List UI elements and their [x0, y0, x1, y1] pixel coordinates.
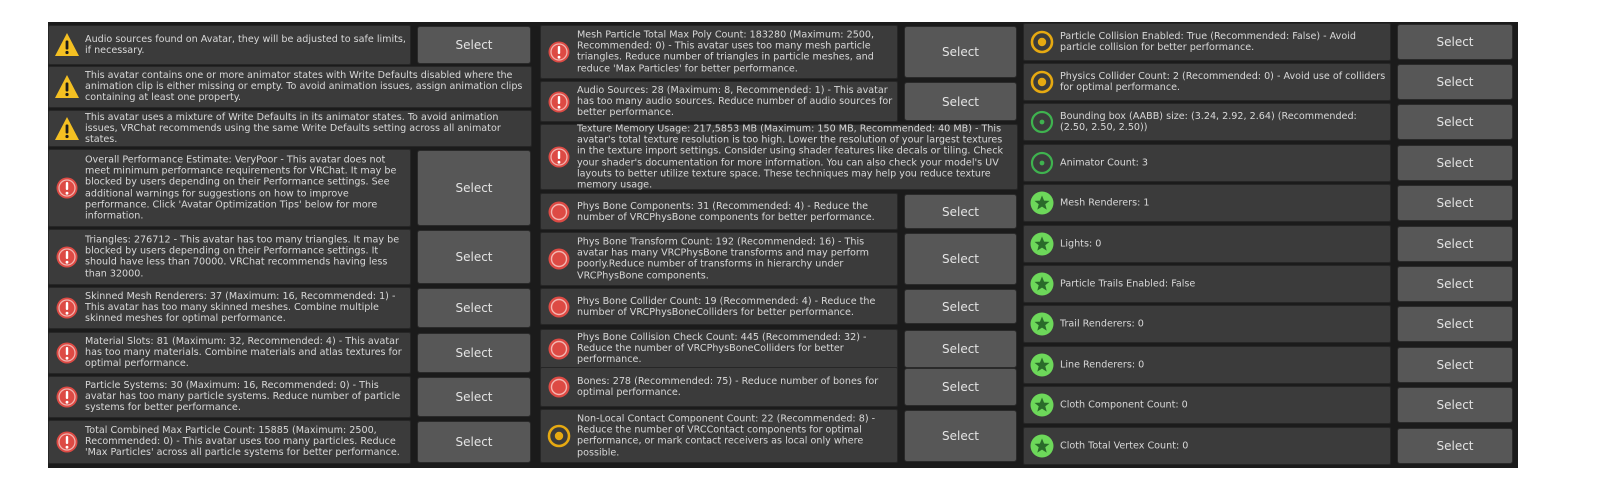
validation-message-text: Triangles: 276712 - This avatar has too many triangles. It may be blocked by users depending on their Performance settings. It should have less than 70000. VRChat recommends having less than 32000.	[85, 234, 400, 280]
validation-message-text: This avatar contains one or more animator states with Write Defaults disabled where the animation clip is either missing or empty. To avoid animation issues, assign animation clips containing at least one property.	[85, 70, 523, 104]
validation-message-text: Overall Performance Estimate: VeryPoor - This avatar does not meet minimum performance requirements for VRChat. It may be blocked by users depending on their Performance settings. See additional warnings for suggestions on how to improve performance. Click 'Avatar Optimization Tips' below for more information.	[85, 154, 397, 222]
error-exclamation-icon	[546, 144, 572, 170]
validation-row	[540, 232, 1018, 286]
validation-message	[540, 288, 898, 325]
select-button[interactable]: Select	[417, 333, 531, 373]
excellent-star-icon	[1029, 433, 1055, 459]
select-button[interactable]: Select	[904, 233, 1017, 285]
error-dot-icon	[546, 246, 572, 272]
validation-message	[540, 409, 898, 463]
validation-message-text: Particle Collision Enabled: True (Recommended: False) - Avoid particle collision for better performance.	[1060, 30, 1356, 53]
select-button[interactable]: Select	[417, 421, 531, 463]
validation-message	[48, 110, 532, 147]
excellent-star-icon	[1029, 190, 1055, 216]
validation-message	[48, 25, 411, 65]
select-button[interactable]: Select	[904, 26, 1017, 78]
error-exclamation-icon	[546, 39, 572, 65]
validation-message	[1023, 265, 1391, 303]
validation-row	[540, 193, 1018, 230]
validation-message-text: Phys Bone Components: 31 (Recommended: 4) - Reduce the number of VRCPhysBone components for better performance.	[577, 200, 875, 223]
validation-message	[540, 81, 898, 122]
validation-row	[1023, 427, 1513, 465]
validation-row	[540, 25, 1018, 79]
error-exclamation-icon	[54, 384, 80, 410]
validation-message-text: Physics Collider Count: 2 (Recommended: 0) - Avoid use of colliders for optimal performance.	[1060, 70, 1386, 93]
avatar-performance-panel	[48, 22, 1518, 468]
select-button[interactable]: Select	[1397, 387, 1513, 423]
warning-triangle-icon	[54, 32, 80, 58]
validation-message-text: Texture Memory Usage: 217,5853 MB (Maximum: 150 MB, Recommended: 40 MB) - This avatar's total texture resolution is too high. Lower the resolution of your largest textures in the texture import settings. Consider using shader features like decals or tiling. Check your shader's documentation for more information. You can also check your model's UV layouts to better utilize texture space. These techniques may help you reduce texture memory usage.	[577, 123, 1004, 191]
validation-message	[540, 329, 898, 369]
validation-row	[1023, 305, 1513, 343]
validation-row	[48, 110, 532, 147]
validation-message-text: Mesh Particle Total Max Poly Count: 183280 (Maximum: 2500, Recommended: 0) - This avatar uses too many mesh particle triangles. Reduce number of triangles in particle meshes, and reduce 'Max Particles' for better performance.	[577, 29, 875, 75]
validation-row	[540, 124, 1018, 190]
validation-message	[1023, 103, 1391, 141]
excellent-star-icon	[1029, 311, 1055, 337]
validation-message	[1023, 427, 1391, 465]
validation-message-text: Non-Local Contact Component Count: 22 (Recommended: 8) - Reduce the number of VRCContact components for optimal performance, or mark contact receivers as local only where possible.	[577, 413, 876, 459]
validation-row	[1023, 63, 1513, 101]
validation-row	[540, 367, 1018, 407]
validation-message	[48, 229, 411, 285]
error-exclamation-icon	[54, 340, 80, 366]
select-button[interactable]: Select	[417, 230, 531, 284]
validation-message	[1023, 225, 1391, 263]
error-exclamation-icon	[54, 429, 80, 455]
validation-message-text: Lights: 0	[1060, 238, 1102, 250]
warning-triangle-icon	[54, 116, 80, 142]
validation-row	[48, 287, 532, 329]
validation-message	[48, 332, 411, 374]
validation-row	[1023, 225, 1513, 263]
validation-row	[48, 25, 532, 65]
select-button[interactable]: Select	[1397, 306, 1513, 342]
excellent-star-icon	[1029, 392, 1055, 418]
validation-message-text: Trail Renderers: 0	[1060, 318, 1144, 330]
error-dot-icon	[546, 336, 572, 362]
error-exclamation-icon	[54, 244, 80, 270]
validation-row	[48, 420, 532, 464]
validation-message-text: Skinned Mesh Renderers: 37 (Maximum: 16, Recommended: 1) - This avatar has too many skinned meshes. Combine multiple skinned meshes for optimal performance.	[85, 291, 396, 325]
validation-message-text: Mesh Renderers: 1	[1060, 197, 1150, 209]
validation-message	[540, 232, 898, 286]
validation-message-text: Particle Systems: 30 (Maximum: 16, Recommended: 0) - This avatar has too many particle systems. Reduce number of particle systems for better performance.	[85, 380, 401, 414]
validation-row	[540, 329, 1018, 369]
validation-row	[1023, 23, 1513, 61]
validation-row	[540, 409, 1018, 463]
validation-message	[1023, 63, 1391, 101]
select-button[interactable]: Select	[417, 288, 531, 328]
select-button[interactable]: Select	[1397, 428, 1513, 464]
validation-message	[540, 25, 898, 79]
validation-column-1	[48, 22, 532, 468]
info-ring-icon	[1029, 69, 1055, 95]
validation-message-text: Total Combined Max Particle Count: 15885 (Maximum: 2500, Recommended: 0) - This avatar uses too many particles. Reduce 'Max Particles' across all particle systems for better performance.	[85, 425, 400, 459]
validation-message-text: Material Slots: 81 (Maximum: 32, Recommended: 4) - This avatar has too many materials. Combine materials and atlas textures for optimal performance.	[85, 336, 402, 370]
excellent-star-icon	[1029, 231, 1055, 257]
validation-message	[1023, 346, 1391, 384]
select-button[interactable]: Select	[1397, 347, 1513, 383]
error-dot-icon	[546, 294, 572, 320]
select-button[interactable]: Select	[904, 368, 1017, 406]
validation-row	[1023, 265, 1513, 303]
error-dot-icon	[546, 374, 572, 400]
good-ring-icon	[1029, 109, 1055, 135]
info-ring-icon	[546, 423, 572, 449]
validation-message	[540, 367, 898, 407]
validation-message	[48, 420, 411, 464]
validation-column-2	[540, 22, 1018, 468]
validation-row	[48, 376, 532, 418]
validation-message	[540, 193, 898, 230]
excellent-star-icon	[1029, 271, 1055, 297]
select-button[interactable]: Select	[1397, 145, 1513, 181]
validation-row	[540, 288, 1018, 325]
select-button[interactable]: Select	[417, 377, 531, 417]
select-button[interactable]: Select	[417, 150, 531, 226]
info-ring-icon	[1029, 29, 1055, 55]
select-button[interactable]: Select	[904, 330, 1017, 368]
validation-message	[48, 149, 411, 227]
validation-message-text: Bones: 278 (Recommended: 75) - Reduce number of bones for optimal performance.	[577, 375, 879, 398]
select-button[interactable]: Select	[1397, 64, 1513, 100]
validation-message-text: Phys Bone Collision Check Count: 445 (Recommended: 32) - Reduce the number of VRCPhysBoneColliders for better performance.	[577, 332, 867, 366]
validation-row	[1023, 103, 1513, 141]
validation-message	[48, 376, 411, 418]
validation-row	[1023, 184, 1513, 222]
validation-message-text: Cloth Component Count: 0	[1060, 399, 1188, 411]
validation-message-text: Particle Trails Enabled: False	[1060, 278, 1196, 290]
validation-message-text: Cloth Total Vertex Count: 0	[1060, 440, 1189, 452]
select-button[interactable]: Select	[1397, 185, 1513, 221]
validation-message	[540, 124, 1018, 190]
validation-row	[48, 66, 532, 108]
validation-message	[48, 287, 411, 329]
error-dot-icon	[546, 199, 572, 225]
select-button[interactable]: Select	[417, 26, 531, 64]
validation-column-3	[1023, 22, 1513, 468]
validation-message	[48, 66, 532, 108]
validation-message-text: Audio Sources: 28 (Maximum: 8, Recommended: 1) - This avatar has too many audio sources. Reduce number of audio sources for better performance.	[577, 84, 893, 119]
select-button[interactable]: Select	[904, 289, 1017, 324]
validation-message-text: Phys Bone Transform Count: 192 (Recommended: 16) - This avatar has many VRCPhysBone transforms and may perform poorly.Reduce number of transforms in hierarchy under VRCPhysBone components.	[577, 236, 870, 282]
select-button[interactable]: Select	[1397, 226, 1513, 262]
select-button[interactable]: Select	[904, 194, 1017, 229]
validation-row	[48, 229, 532, 285]
error-exclamation-icon	[54, 295, 80, 321]
select-button[interactable]: Select	[1397, 24, 1513, 60]
select-button[interactable]: Select	[904, 82, 1017, 121]
select-button[interactable]: Select	[1397, 104, 1513, 140]
validation-message	[1023, 305, 1391, 343]
validation-message	[1023, 23, 1391, 61]
validation-message-text: Bounding box (AABB) size: (3.24, 2.92, 2.64) (Recommended: (2.50, 2.50, 2.50))	[1060, 110, 1357, 133]
validation-message-text: Animator Count: 3	[1060, 157, 1149, 169]
warning-triangle-icon	[54, 74, 80, 100]
select-button[interactable]: Select	[904, 410, 1017, 462]
validation-message-text: Line Renderers: 0	[1060, 359, 1145, 371]
validation-message-text: This avatar uses a mixture of Write Defaults in its animator states. To avoid animation issues, VRChat recommends using the same Write Defaults setting across all animator states.	[85, 111, 501, 146]
select-button[interactable]: Select	[1397, 266, 1513, 302]
validation-message-text: Phys Bone Collider Count: 19 (Recommended: 4) - Reduce the number of VRCPhysBoneColliders for better performance.	[577, 295, 876, 318]
excellent-star-icon	[1029, 352, 1055, 378]
good-ring-icon	[1029, 150, 1055, 176]
validation-row	[1023, 386, 1513, 424]
validation-row	[1023, 144, 1513, 182]
validation-message	[1023, 386, 1391, 424]
validation-row	[540, 81, 1018, 122]
error-exclamation-icon	[546, 89, 572, 115]
validation-message	[1023, 184, 1391, 222]
error-exclamation-icon	[54, 175, 80, 201]
validation-row	[48, 332, 532, 374]
validation-row	[48, 149, 532, 227]
validation-message-text: Audio sources found on Avatar, they will be adjusted to safe limits, if necessary.	[85, 33, 406, 56]
validation-message	[1023, 144, 1391, 182]
validation-row	[1023, 346, 1513, 384]
